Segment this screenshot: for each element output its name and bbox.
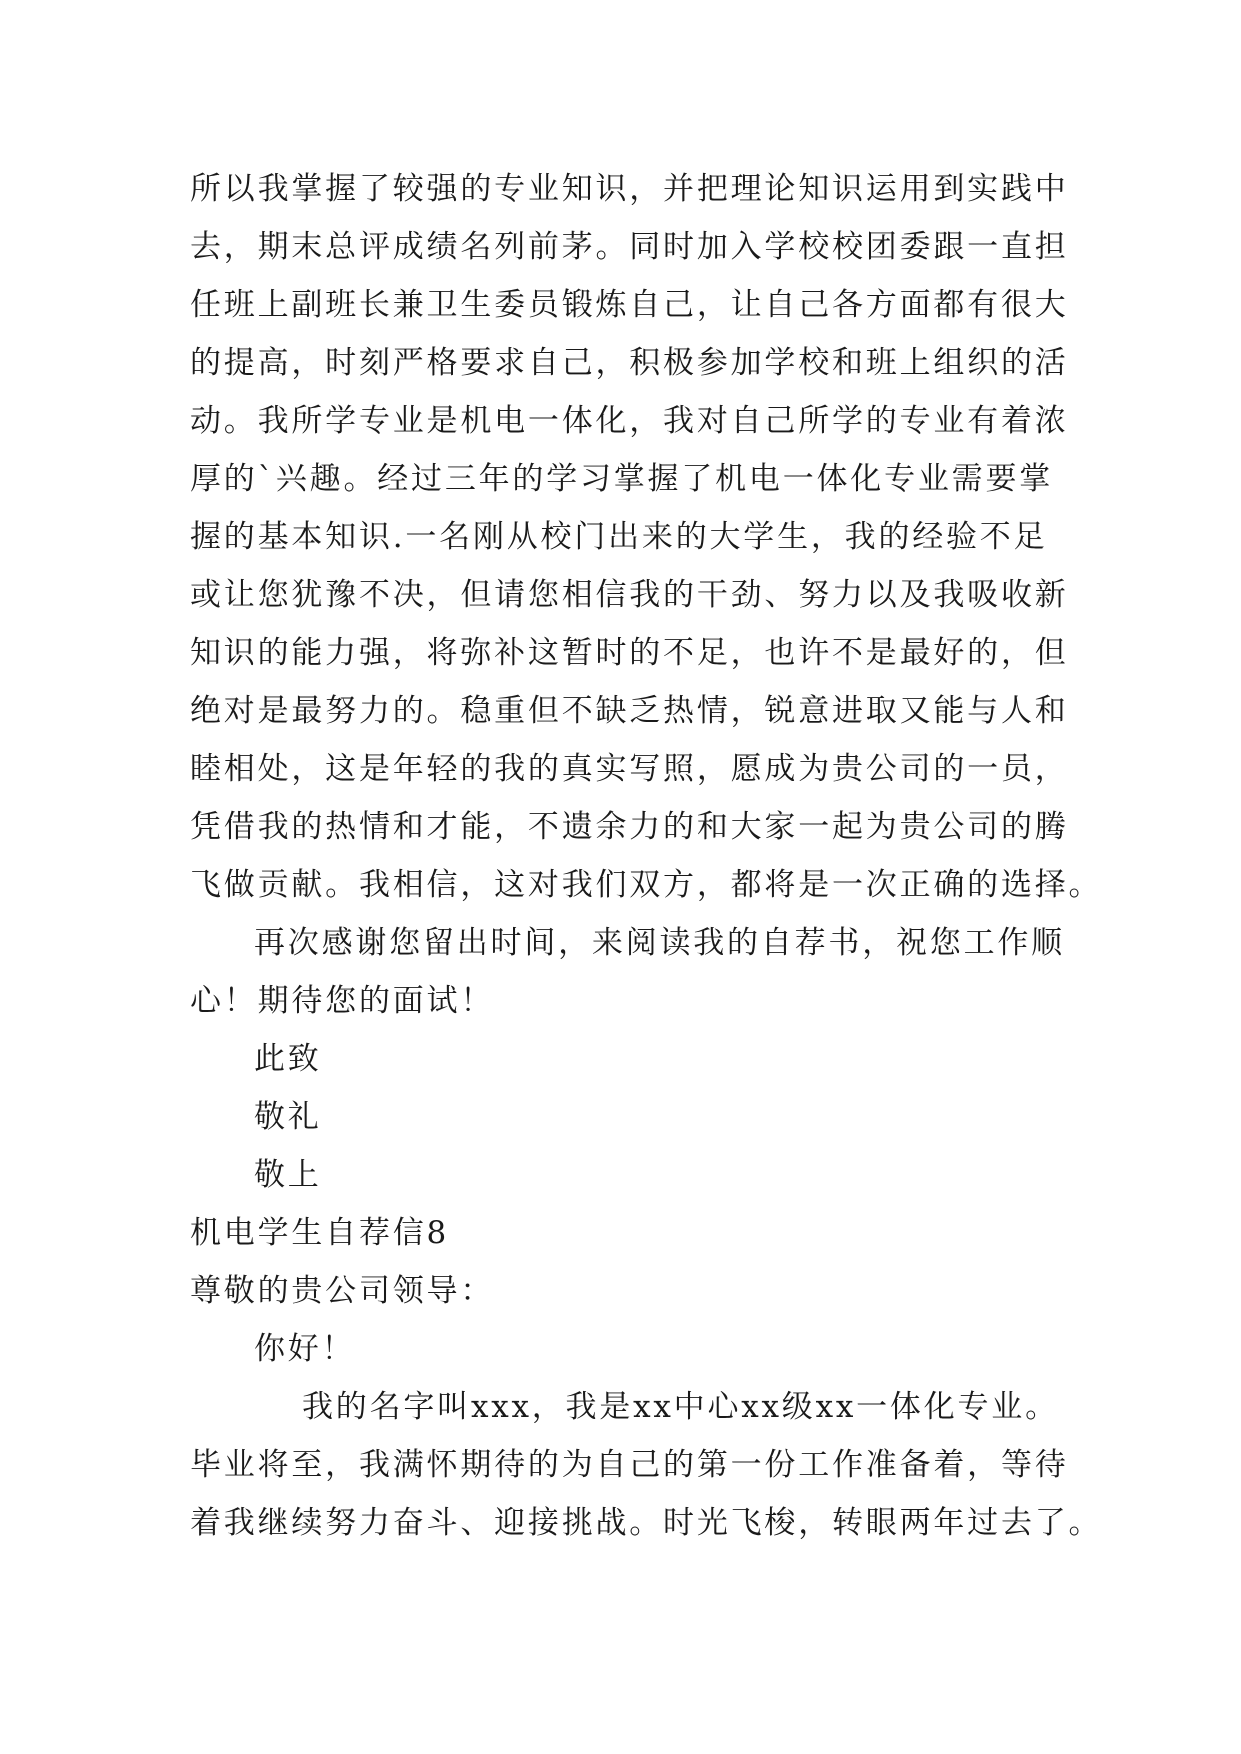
body-line: 动。我所学专业是机电一体化，我对自己所学的专业有着浓: [190, 403, 1069, 439]
intro-line: 毕业将至，我满怀期待的为自己的第一份工作准备着，等待: [190, 1447, 1069, 1483]
body-line: 飞做贡献。我相信，这对我们双方，都将是一次正确的选择。: [190, 867, 1103, 903]
closing-line: 敬上: [254, 1157, 322, 1193]
body-line: 凭借我的热情和才能，不遗余力的和大家一起为贵公司的腾: [190, 809, 1069, 845]
thanks-line: 心！期待您的面试！: [190, 983, 495, 1019]
document-body: [190, 160, 1103, 1552]
body-line: 所以我掌握了较强的专业知识，并把理论知识运用到实践中: [190, 171, 1069, 207]
body-line: 厚的`兴趣。经过三年的学习掌握了机电一体化专业需要掌: [190, 461, 1054, 497]
body-line: 或让您犹豫不决，但请您相信我的干劲、努力以及我吸收新: [190, 577, 1069, 613]
letter-title: 机电学生自荐信8: [190, 1215, 450, 1251]
closing-line: 敬礼: [254, 1099, 322, 1135]
body-line: 绝对是最努力的。稳重但不缺乏热情，锐意进取又能与人和: [190, 693, 1069, 729]
body-line: 去，期末总评成绩名列前茅。同时加入学校校团委跟一直担: [190, 229, 1069, 265]
thanks-line: 再次感谢您留出时间，来阅读我的自荐书，祝您工作顺: [254, 925, 1065, 961]
closing-line: 此致: [254, 1041, 322, 1077]
body-line: 的提高，时刻严格要求自己，积极参加学校和班上组织的活: [190, 345, 1069, 381]
body-line: 任班上副班长兼卫生委员锻炼自己，让自己各方面都有很大: [190, 287, 1069, 323]
body-line: 握的基本知识.一名刚从校门出来的大学生，我的经验不足: [190, 519, 1048, 555]
body-line: 知识的能力强，将弥补这暂时的不足，也许不是最好的，但: [190, 635, 1069, 671]
salutation: 尊敬的贵公司领导：: [190, 1273, 495, 1309]
greeting: 你好！: [254, 1331, 356, 1367]
intro-line: 着我继续努力奋斗、迎接挑战。时光飞梭，转眼两年过去了。: [190, 1505, 1103, 1541]
intro-line: 我的名字叫xxx，我是xx中心xx级xx一体化专业。: [302, 1389, 1059, 1425]
body-line: 睦相处，这是年轻的我的真实写照，愿成为贵公司的一员，: [190, 751, 1069, 787]
